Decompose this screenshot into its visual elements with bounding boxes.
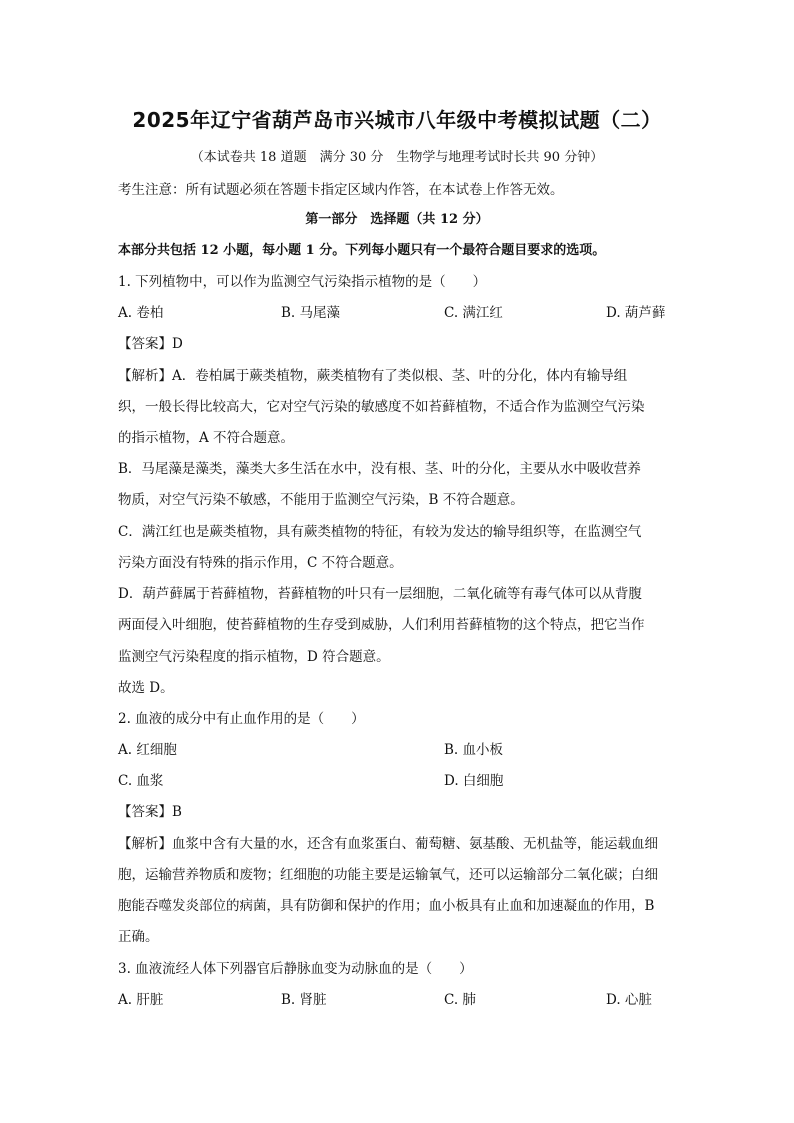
- question-2-analysis-line: 胞能吞噬发炎部位的病菌，具有防御和保护的作用；血小板具有止血和加速凝血的作用，B: [118, 898, 655, 914]
- question-1-conclusion: 故选 D。: [118, 680, 174, 696]
- question-1-analysis-line: 织，一般长得比较高大，它对空气污染的敏感度不如苔藓植物，不适合作为监测空气污染: [118, 399, 645, 415]
- question-2-option-d: D. 白细胞: [444, 773, 504, 789]
- question-2-answer: 【答案】B: [118, 804, 182, 820]
- question-3-stem: 3. 血液流经人体下列器官后静脉血变为动脉血的是（ ）: [118, 961, 473, 977]
- section-heading: 第一部分 选择题（共 12 分）: [305, 212, 489, 227]
- question-1-analysis-line: 监测空气污染程度的指示植物，D 符合题意。: [118, 649, 390, 665]
- section-instruction: 本部分共包括 12 小题，每小题 1 分。下列每小题只有一个最符合题目要求的选项。: [118, 243, 606, 258]
- question-3-option-b: B. 肾脏: [281, 992, 327, 1008]
- exam-info: （本试卷共 18 道题 满分 30 分 生物学与地理考试时长共 90 分钟）: [190, 150, 604, 165]
- question-1-analysis-line: D．葫芦藓属于苔藓植物，苔藓植物的叶只有一层细胞，二氧化硫等有毒气体可以从背腹: [118, 586, 642, 602]
- question-1-analysis-line: 污染方面没有特殊的指示作用，C 不符合题意。: [118, 555, 403, 571]
- question-1-option-a: A. 卷柏: [118, 305, 164, 321]
- question-1-analysis-line: C．满江红也是蕨类植物，具有蕨类植物的特征，有较为发达的输导组织等，在监测空气: [118, 524, 642, 540]
- question-2-option-a: A. 红细胞: [118, 742, 177, 758]
- question-1-stem: 1. 下列植物中，可以作为监测空气污染指示植物的是（ ）: [118, 274, 487, 290]
- question-2-analysis-line: 胞，运输营养物质和废物；红细胞的功能主要是运输氧气，还可以运输部分二氧化碳；白细: [118, 867, 658, 883]
- question-1-option-c: C. 满江红: [444, 305, 503, 321]
- question-2-analysis-line: 【解析】血浆中含有大量的水，还含有血浆蛋白、葡萄糖、氨基酸、无机盐等，能运载血细: [118, 836, 658, 852]
- question-1-analysis-line: B．马尾藻是藻类，藻类大多生活在水中，没有根、茎、叶的分化，主要从水中吸收营养: [118, 461, 641, 477]
- question-1-option-d: D. 葫芦藓: [606, 305, 666, 321]
- question-2-option-c: C. 血浆: [118, 773, 164, 789]
- question-1-analysis-line: 物质，对空气污染不敏感，不能用于监测空气污染，B 不符合题意。: [118, 492, 524, 508]
- question-1-option-b: B. 马尾藻: [281, 305, 341, 321]
- page-title: 2025年辽宁省葫芦岛市兴城市八年级中考模拟试题（二）: [132, 108, 662, 132]
- question-3-option-c: C. 肺: [444, 992, 476, 1008]
- notice-text: 考生注意：所有试题必须在答题卡指定区域内作答，在本试卷上作答无效。: [118, 182, 564, 198]
- question-1-analysis-line: 两面侵入叶细胞，使苔藓植物的生存受到威胁，人们利用苔藓植物的这个特点，把它当作: [118, 617, 645, 633]
- question-2-option-b: B. 血小板: [444, 742, 504, 758]
- question-3-option-a: A. 肝脏: [118, 992, 164, 1008]
- question-2-stem: 2. 血液的成分中有止血作用的是（ ）: [118, 711, 365, 727]
- question-3-option-d: D. 心脏: [606, 992, 652, 1008]
- question-1-analysis-line: 【解析】A．卷柏属于蕨类植物，蕨类植物有了类似根、茎、叶的分化，体内有输导组: [118, 368, 628, 384]
- question-2-analysis-line: 正确。: [118, 929, 159, 945]
- question-1-answer: 【答案】D: [118, 336, 183, 352]
- question-1-analysis-line: 的指示植物，A 不符合题意。: [118, 430, 295, 446]
